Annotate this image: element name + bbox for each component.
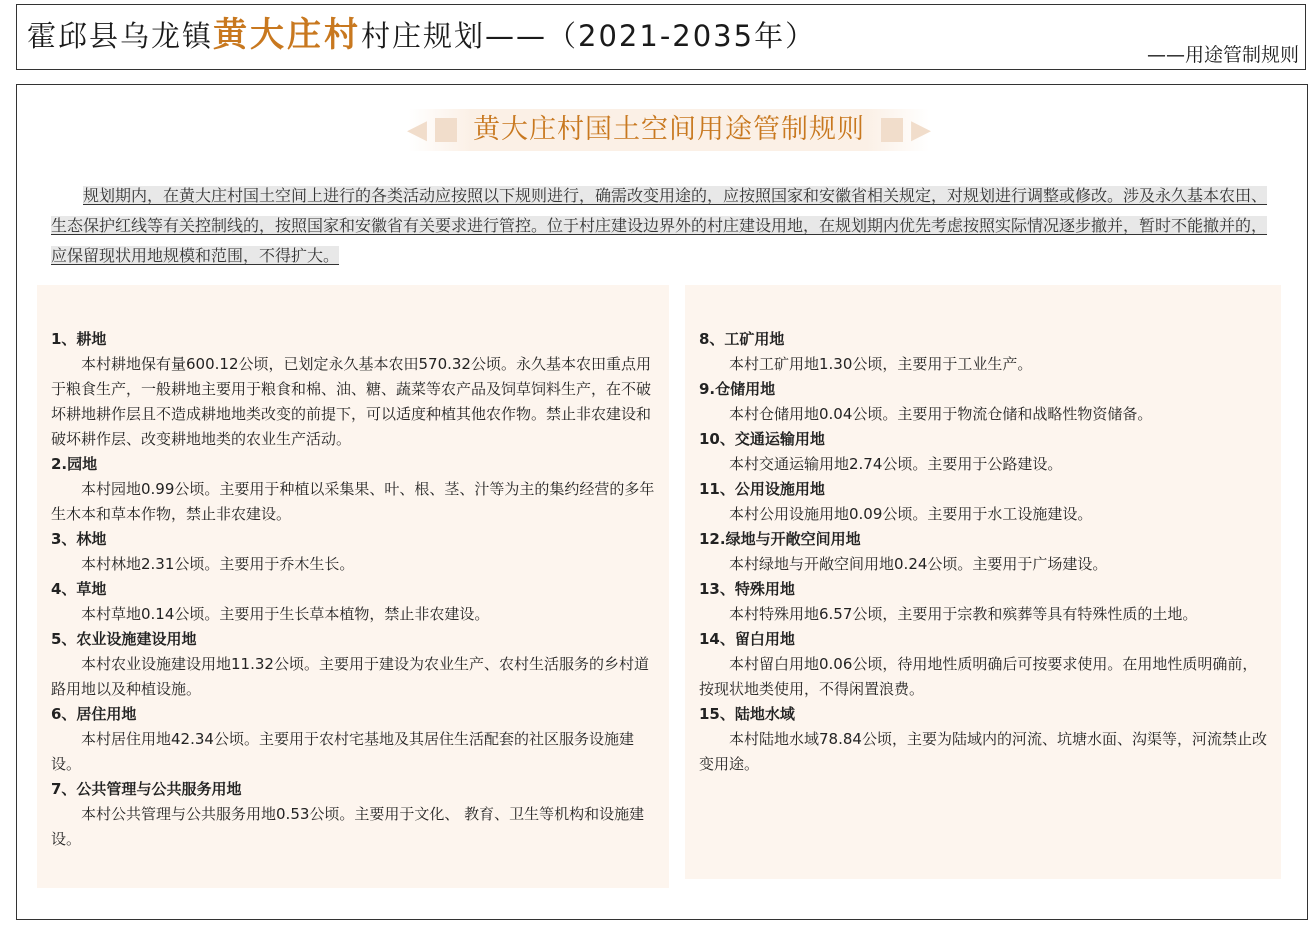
- arrow-left-icon: ◀: [407, 115, 427, 145]
- title-village-name: 黄大庄村: [213, 15, 362, 55]
- land-use-item-title: 11、公用设施用地: [699, 480, 825, 498]
- land-use-item-title: 7、公共管理与公共服务用地: [51, 780, 242, 798]
- land-use-item-title: 1、耕地: [51, 330, 107, 348]
- land-use-item-title: 2.园地: [51, 455, 98, 473]
- land-use-item-text: 本村草地0.14公顷。主要用于生长草本植物，禁止非农建设。: [81, 605, 490, 623]
- land-use-item-title: 13、特殊用地: [699, 580, 795, 598]
- title-prefix: 霍邱县乌龙镇: [27, 19, 214, 53]
- main-board: [16, 84, 1308, 920]
- page-title: [27, 17, 816, 54]
- land-use-item-title: 15、陆地水域: [699, 705, 795, 723]
- land-use-item-title: 3、林地: [51, 530, 107, 548]
- land-use-panel-right: [685, 285, 1281, 879]
- land-use-item-text: 本村公用设施用地0.09公顷。主要用于水工设施建设。: [729, 505, 1093, 523]
- land-use-item-text: 本村农业设施建设用地11.32公顷。主要用于建设为农业生产、农村生活服务的乡村道路用地以及种植设施。: [51, 655, 649, 698]
- land-use-item-text: 本村陆地水域78.84公顷，主要为陆域内的河流、坑塘水面、沟渠等，河流禁止改变用途。: [699, 730, 1267, 773]
- page-header: [16, 4, 1306, 70]
- land-use-item-title: 8、工矿用地: [699, 330, 785, 348]
- land-use-item-text: 本村绿地与开敞空间用地0.24公顷。主要用于广场建设。: [729, 555, 1108, 573]
- land-use-item-text: 本村居住用地42.34公顷。主要用于农村宅基地及其居住生活配套的社区服务设施建设。: [51, 730, 634, 773]
- land-use-item-text: 本村交通运输用地2.74公顷。主要用于公路建设。: [729, 455, 1063, 473]
- land-use-item-title: 9.仓储用地: [699, 380, 776, 398]
- intro-text: 规划期内，在黄大庄村国土空间上进行的各类活动应按照以下规则进行，确需改变用途的，应按照国家和安徽省相关规定，对规划进行调整或修改。涉及永久基本农田、生态保护红线等有关控制线的，按照国家和安徽省有关要求进行管控。位于村庄建设边界外的村庄建设用地，在规划期内优先考虑按照实际情况逐步撤并，暂时不能撤并的，应保留现状用地规模和范围，不得扩大。: [51, 186, 1268, 265]
- banner-decoration-right: [881, 118, 903, 142]
- land-use-item-text: 本村仓储用地0.04公顷。主要用于物流仓储和战略性物资储备。: [729, 405, 1153, 423]
- land-use-item-title: 4、草地: [51, 580, 107, 598]
- land-use-item-title: 12.绿地与开敞空间用地: [699, 530, 861, 548]
- land-use-item-text: 本村公共管理与公共服务用地0.53公顷。主要用于文化、 教育、卫生等机构和设施建设。: [51, 805, 645, 848]
- section-title: 黄大庄村国土空间用途管制规则: [473, 114, 865, 145]
- intro-paragraph: [51, 181, 1281, 271]
- land-use-item-text: 本村林地2.31公顷。主要用于乔木生长。: [81, 555, 355, 573]
- land-use-item-text: 本村特殊用地6.57公顷，主要用于宗教和殡葬等具有特殊性质的土地。: [729, 605, 1198, 623]
- title-suffix: 村庄规划——（2021-2035年）: [361, 19, 817, 53]
- land-use-item-title: 10、交通运输用地: [699, 430, 825, 448]
- section-banner: [409, 109, 929, 151]
- land-use-item-text: 本村园地0.99公顷。主要用于种植以采集果、叶、根、茎、汁等为主的集约经营的多年生木本和草本作物，禁止非农建设。: [51, 480, 655, 523]
- land-use-panel-left: [37, 285, 669, 888]
- arrow-right-icon: ▶: [911, 115, 931, 145]
- land-use-item-text: 本村留白用地0.06公顷，待用地性质明确后可按要求使用。在用地性质明确前，按现状地类使用，不得闲置浪费。: [699, 655, 1258, 698]
- land-use-item-title: 14、留白用地: [699, 630, 795, 648]
- land-use-item-title: 6、居住用地: [51, 705, 137, 723]
- land-use-item-title: 5、农业设施建设用地: [51, 630, 197, 648]
- land-use-item-text: 本村耕地保有量600.12公顷，已划定永久基本农田570.32公顷。永久基本农田重点用于粮食生产，一般耕地主要用于粮食和棉、油、糖、蔬菜等农产品及饲草饲料生产，在不破坏耕地耕作层且不造成耕地地类改变的前提下，可以适度种植其他农作物。禁止非农建设和破坏耕作层、改变耕地地类的农业生产活动。: [51, 355, 652, 448]
- land-use-item-text: 本村工矿用地1.30公顷，主要用于工业生产。: [729, 355, 1033, 373]
- page-subtitle: ——用途管制规则: [1146, 44, 1299, 66]
